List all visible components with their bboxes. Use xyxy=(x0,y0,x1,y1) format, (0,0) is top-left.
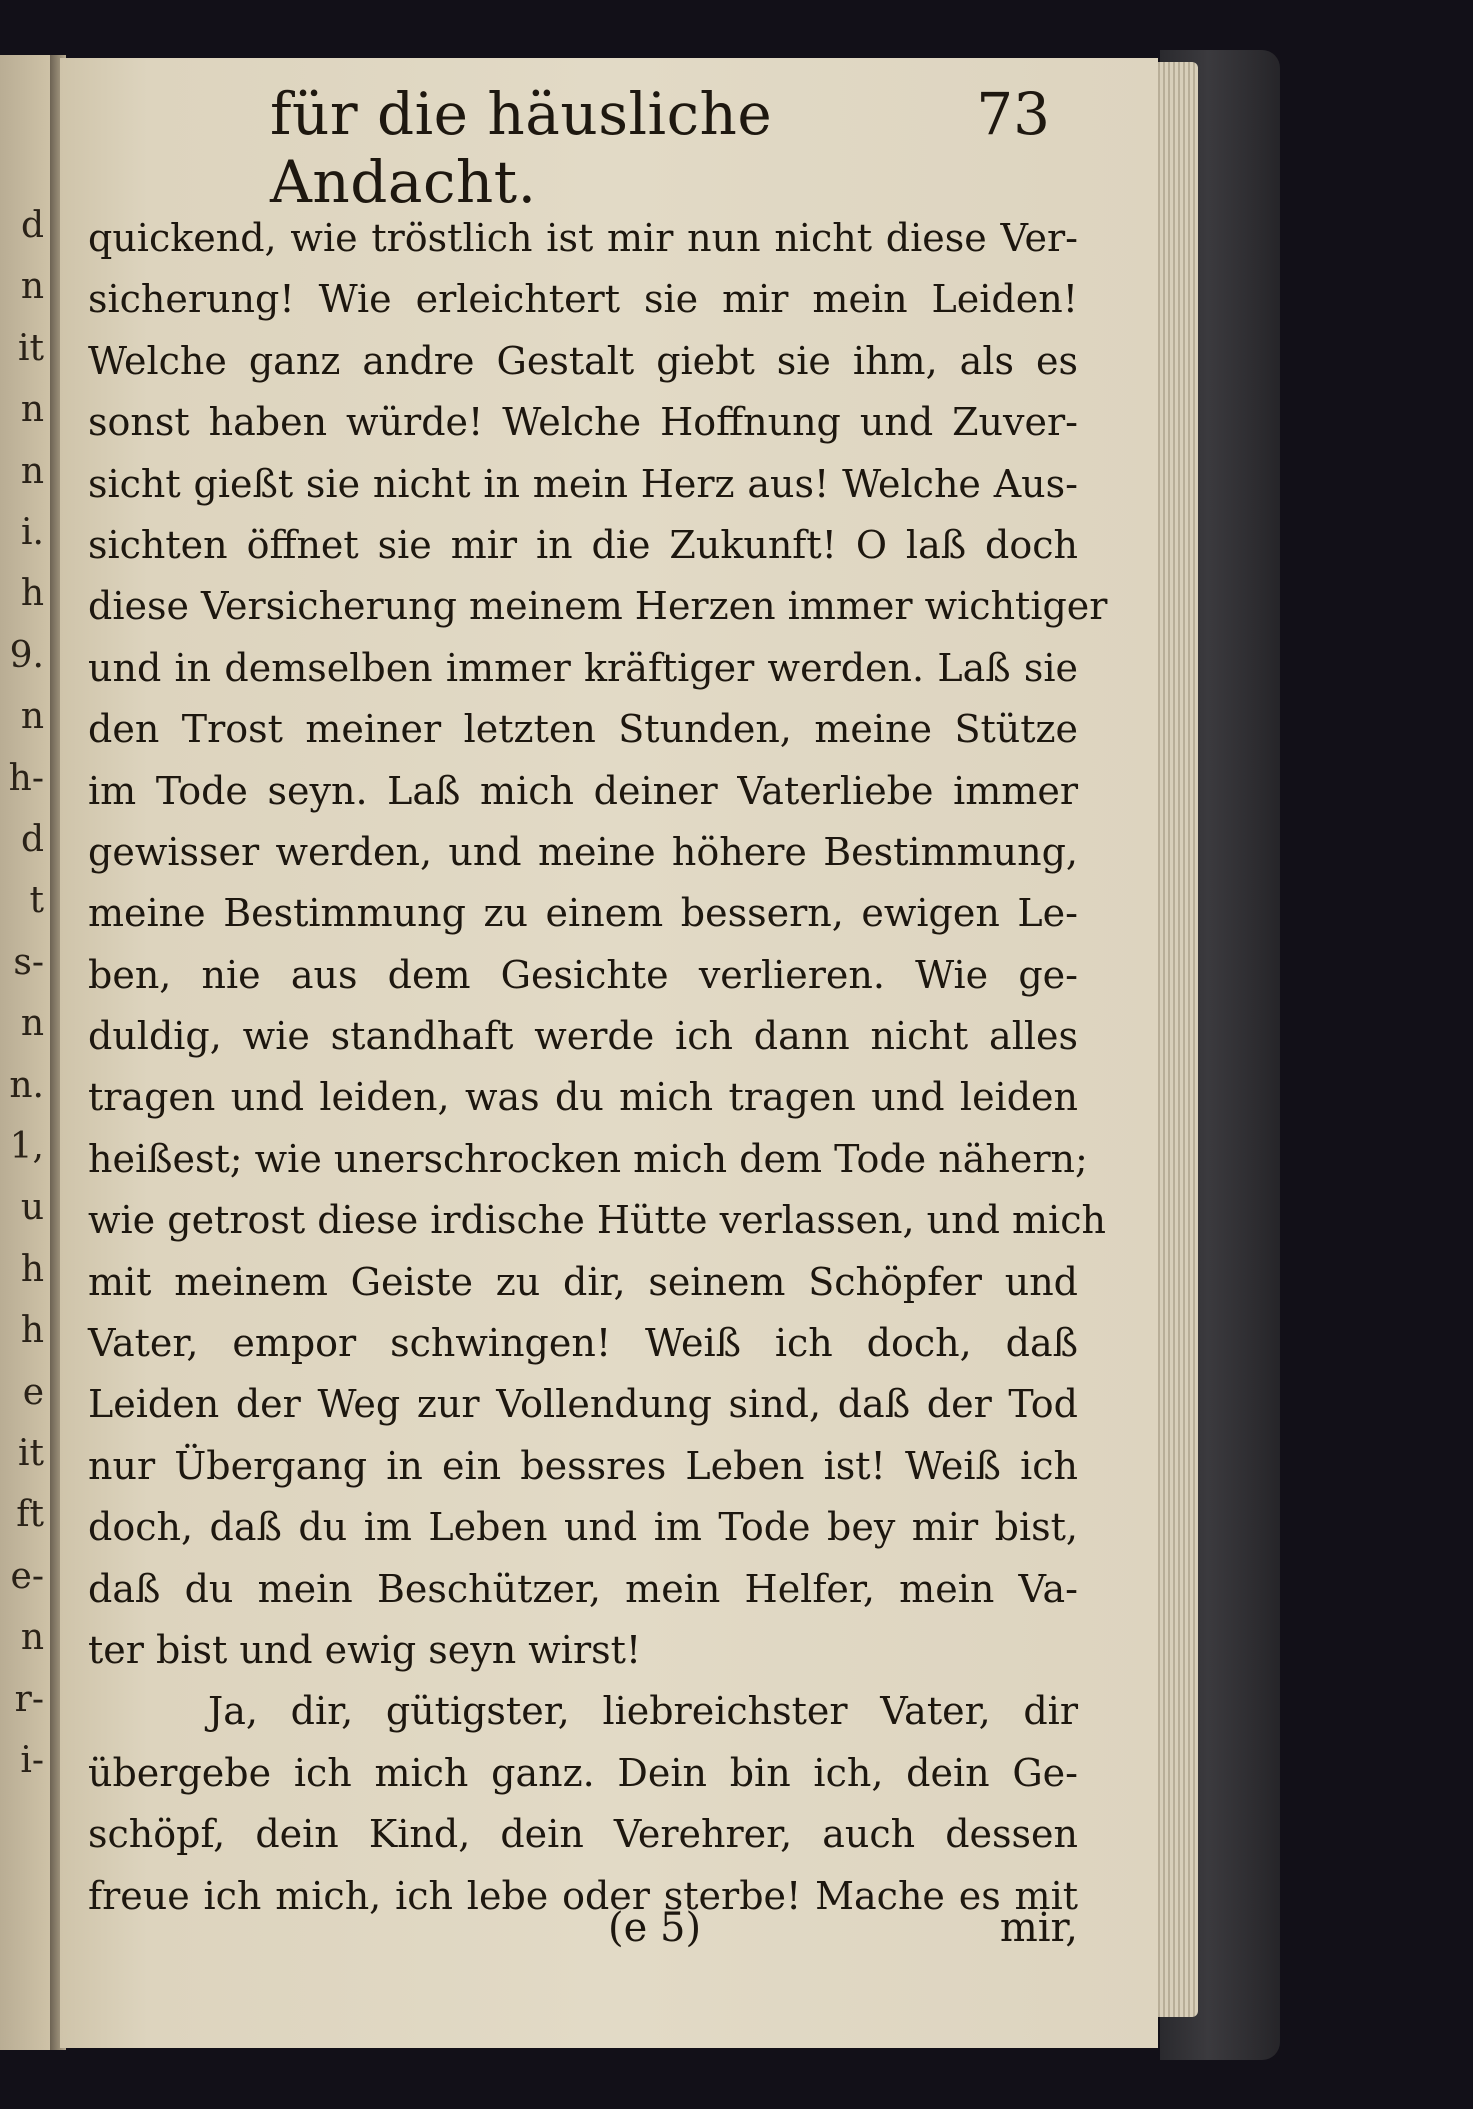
facing-page-fragment: n xyxy=(20,450,44,492)
text-line: im Tode seyn. Laß mich deiner Vaterliebe immer xyxy=(88,768,1078,813)
facing-page-fragment: h xyxy=(20,573,44,615)
text-line: doch, daß du im Leben und im Tode bey mir bist, xyxy=(88,1505,1078,1550)
text-line: sichten öffnet sie mir in die Zukunft! O laß doch xyxy=(88,522,1078,567)
text-line: übergebe ich mich ganz. Dein bin ich, dein Ge- xyxy=(88,1750,1078,1795)
facing-page-fragment: 1, xyxy=(9,1126,44,1167)
facing-page-fragment: d xyxy=(20,205,44,246)
facing-page-fragment: i- xyxy=(20,1740,44,1781)
text-line: heißest; wie unerschrocken mich dem Tode nähern; xyxy=(88,1136,1088,1181)
signature-mark: (e 5) xyxy=(608,1905,702,1951)
facing-page-fragment: h xyxy=(20,1248,44,1290)
facing-page-fragment: h- xyxy=(8,757,44,799)
text-line: den Trost meiner letzten Stunden, meine Stütze xyxy=(88,707,1078,752)
facing-page-fragment: i. xyxy=(21,512,44,553)
catchword: mir, xyxy=(999,1905,1078,1951)
text-line-paragraph-start: Ja, dir, gütigster, liebreichster Vater, dir xyxy=(208,1689,1078,1734)
text-line: sonst haben würde! Welche Hoffnung und Zuver- xyxy=(88,400,1078,445)
facing-page-fragment: n xyxy=(20,1617,44,1659)
facing-page-fragment: n. xyxy=(9,1064,44,1106)
facing-page-fragment: e- xyxy=(10,1555,44,1597)
text-line-paragraph-end: ter bist und ewig seyn wirst! xyxy=(88,1627,642,1672)
facing-page-fragment: e xyxy=(22,1371,44,1413)
text-line: tragen und leiden, was du mich tragen und leiden xyxy=(88,1075,1078,1120)
page-footer xyxy=(88,1905,1078,1975)
facing-page xyxy=(0,55,54,2050)
facing-page-fragment: it xyxy=(18,1433,44,1474)
text-line: schöpf, dein Kind, dein Verehrer, auch dessen xyxy=(88,1812,1078,1857)
text-line: diese Versicherung meinem Herzen immer wichtiger xyxy=(88,584,1108,629)
text-line: gewisser werden, und meine höhere Bestimmung, xyxy=(88,829,1078,874)
page-header xyxy=(200,80,1050,216)
text-line: ben, nie aus dem Gesichte verlieren. Wie ge- xyxy=(88,952,1078,997)
text-line: wie getrost diese irdische Hütte verlassen, und mich xyxy=(88,1198,1106,1243)
facing-page-fragment: n xyxy=(20,266,44,308)
facing-page-fragment: ft xyxy=(16,1494,44,1536)
facing-page-fragment: 9. xyxy=(9,634,44,676)
facing-page-fragment: u xyxy=(20,1187,44,1229)
facing-page-fragment: it xyxy=(18,327,44,369)
text-line: Vater, empor schwingen! Weiß ich doch, daß xyxy=(88,1321,1078,1366)
text-line: daß du mein Beschützer, mein Helfer, mein Va- xyxy=(88,1566,1078,1611)
running-title: für die häusliche Andacht. xyxy=(270,80,773,216)
text-line: freue ich mich, ich lebe oder sterbe! Mache es mit xyxy=(88,1873,1078,1918)
text-line: Welche ganz andre Gestalt giebt sie ihm, als es xyxy=(88,338,1078,383)
facing-page-fragment: t xyxy=(29,880,44,922)
page-number: 73 xyxy=(976,80,1050,148)
facing-page-fragment: n xyxy=(20,389,44,431)
facing-page-fragment: d xyxy=(20,819,44,860)
body-text xyxy=(88,208,1108,1927)
facing-page-fragment: s- xyxy=(13,941,44,983)
text-line: sicherung! Wie erleichtert sie mir mein Leiden! xyxy=(88,277,1078,322)
facing-page-fragment: n xyxy=(20,1003,44,1045)
text-line: quickend, wie tröstlich ist mir nun nicht diese Ver- xyxy=(88,216,1078,260)
text-line: sicht gießt sie nicht in mein Herz aus! Welche Aus- xyxy=(88,461,1078,506)
text-line: nur Übergang in ein bessres Leben ist! Weiß ich xyxy=(88,1443,1078,1488)
text-line: Leiden der Weg zur Vollendung sind, daß der Tod xyxy=(88,1382,1078,1427)
facing-page-fragment: n xyxy=(20,696,44,738)
facing-page-fragment: r- xyxy=(14,1678,44,1720)
text-line: meine Bestimmung zu einem bessern, ewigen Le- xyxy=(88,891,1078,936)
text-line: und in demselben immer kräftiger werden. Laß sie xyxy=(88,645,1078,690)
facing-page-fragment: h xyxy=(20,1310,44,1352)
text-line: mit meinem Geiste zu dir, seinem Schöpfer und xyxy=(88,1259,1078,1304)
text-line: duldig, wie standhaft werde ich dann nicht alles xyxy=(88,1014,1078,1059)
